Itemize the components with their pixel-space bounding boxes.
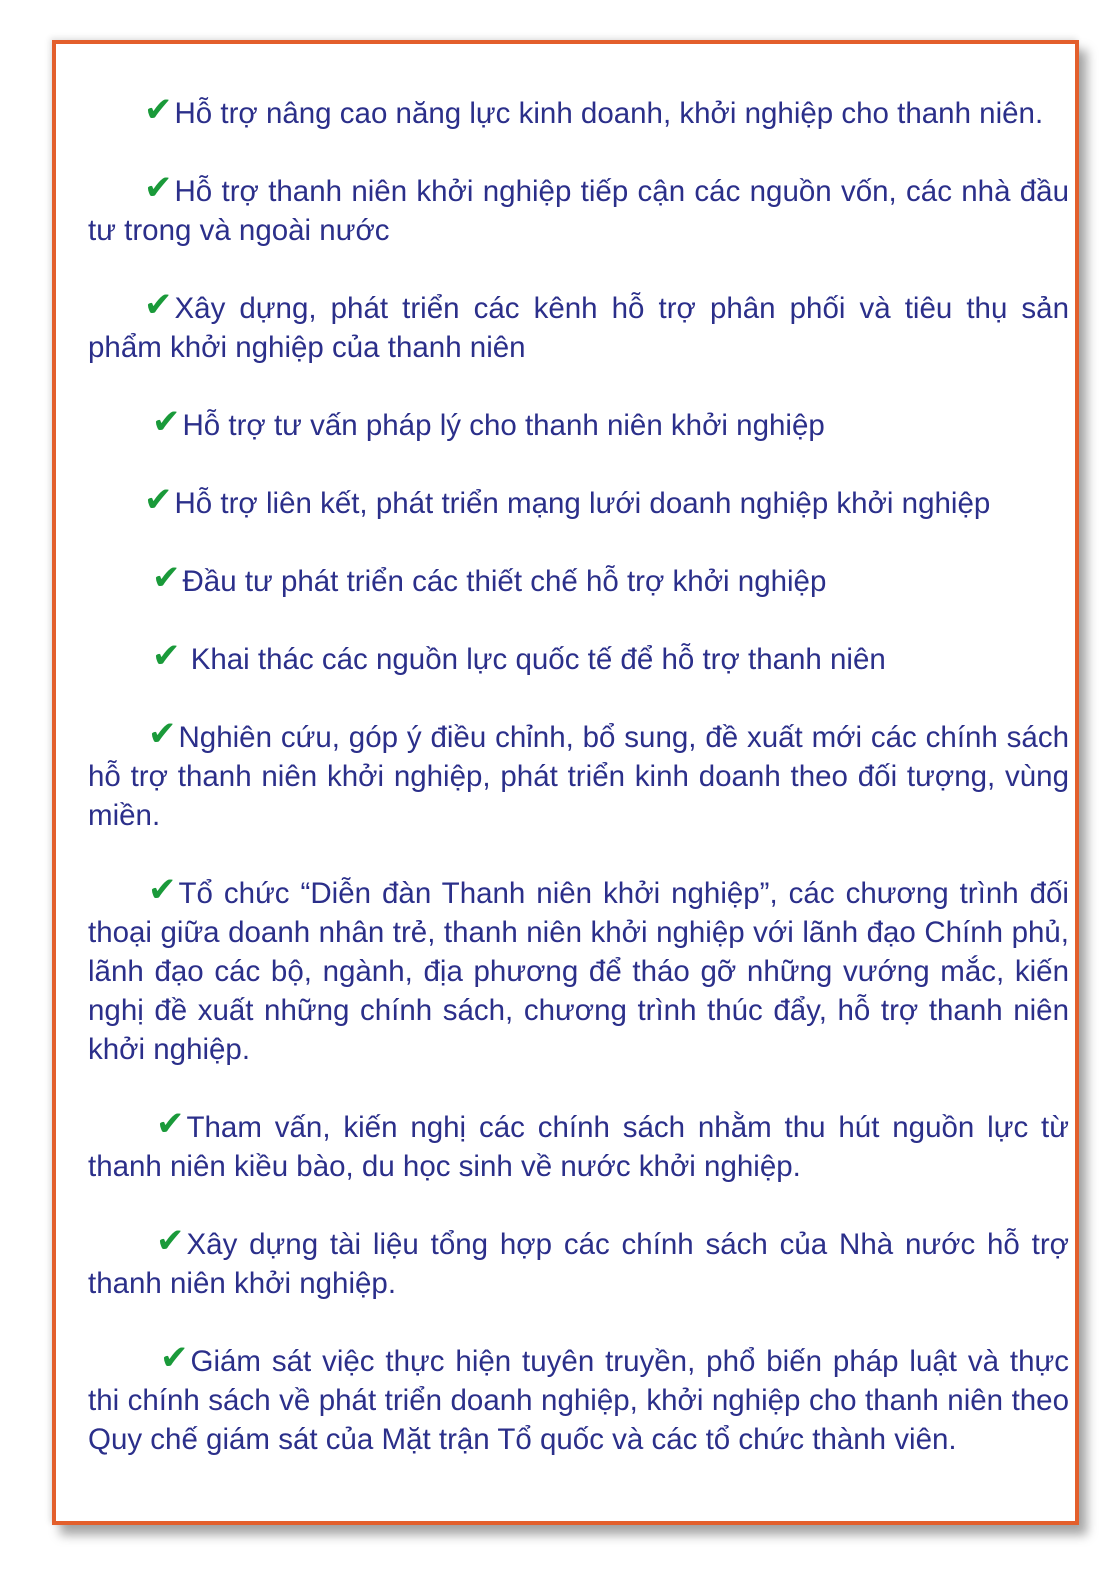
list-item: ✔Hỗ trợ liên kết, phát triển mạng lưới doanh nghiệp khởi nghiệp [88,484,1069,523]
list-item: ✔Xây dựng, phát triển các kênh hỗ trợ phân phối và tiêu thụ sản phẩm khởi nghiệp của thanh niên [88,285,1069,364]
check-icon: ✔ [156,1221,185,1261]
document-frame [52,40,1079,1525]
list-item: ✔Tham vấn, kiến nghị các chính sách nhằm thu hút nguồn lực từ thanh niên kiều bào, du học sinh về nước khởi nghiệp. [88,1104,1069,1183]
list-item: ✔Nghiên cứu, góp ý điều chỉnh, bổ sung, đề xuất mới các chính sách hỗ trợ thanh niên khởi nghiệp, phát triển kinh doanh theo đối tượng, vùng miền. [88,714,1069,832]
list-item: ✔Hỗ trợ thanh niên khởi nghiệp tiếp cận các nguồn vốn, các nhà đầu tư trong và ngoài nước [88,168,1069,247]
check-icon: ✔ [152,558,181,598]
check-icon: ✔ [152,402,181,442]
check-icon: ✔ [144,285,173,325]
list-item: ✔Xây dựng tài liệu tổng hợp các chính sách của Nhà nước hỗ trợ thanh niên khởi nghiệp. [88,1221,1069,1300]
check-icon: ✔ [152,636,181,676]
check-icon: ✔ [160,1338,189,1378]
list-item: ✔ Khai thác các nguồn lực quốc tế để hỗ trợ thanh niên [88,640,1069,679]
check-icon: ✔ [144,90,173,130]
list-item: ✔Hỗ trợ tư vấn pháp lý cho thanh niên khởi nghiệp [88,406,1069,445]
list-item: ✔Đầu tư phát triển các thiết chế hỗ trợ khởi nghiệp [88,562,1069,601]
list-item: ✔Giám sát việc thực hiện tuyên truyền, phổ biến pháp luật và thực thi chính sách về phát triển doanh nghiệp, khởi nghiệp cho thanh niên theo Quy chế giám sát của Mặt trận Tổ quốc và các tổ chức thành viên. [88,1338,1069,1456]
check-icon: ✔ [156,1104,185,1144]
list-item: ✔Hỗ trợ nâng cao năng lực kinh doanh, khởi nghiệp cho thanh niên. [88,94,1069,133]
check-icon: ✔ [144,480,173,520]
check-icon: ✔ [148,714,177,754]
list-item: ✔Tổ chức “Diễn đàn Thanh niên khởi nghiệp”, các chương trình đối thoại giữa doanh nhân trẻ, thanh niên khởi nghiệp với lãnh đạo Chính phủ, lãnh đạo các bộ, ngành, địa phương để tháo gỡ những vướng mắc, kiến nghị đề xuất những chính sách, chương trình thúc đẩy, hỗ trợ thanh niên khởi nghiệp. [88,870,1069,1066]
check-icon: ✔ [148,870,177,910]
checklist [88,90,1069,1459]
check-icon: ✔ [144,168,173,208]
